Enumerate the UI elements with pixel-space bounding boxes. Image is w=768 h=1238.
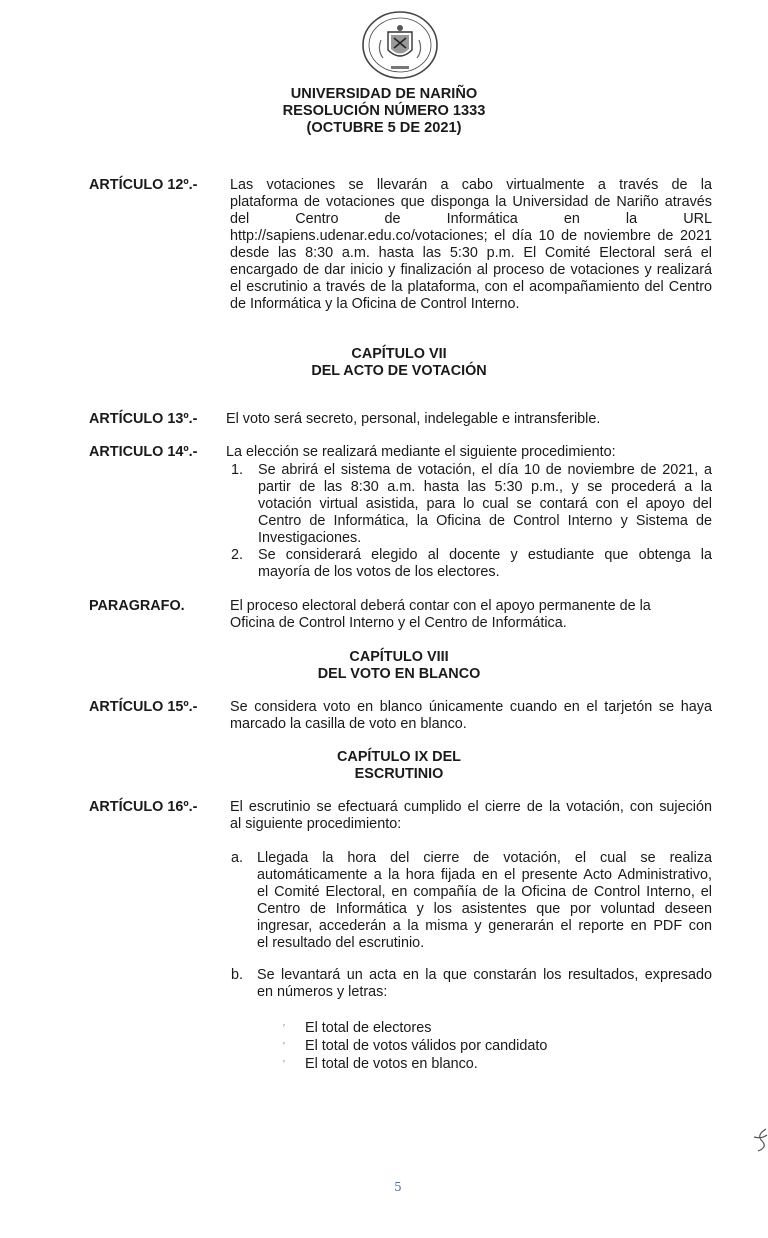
chapter-7-subtitle: DEL ACTO DE VOTACIÓN <box>311 363 487 379</box>
text-line: El escrutinio se efectuará cumplido el cierre de la votación, con sujeción <box>230 799 712 815</box>
article-14-item-1 <box>258 462 712 547</box>
resolution-date: (OCTUBRE 5 DE 2021) <box>306 120 462 136</box>
article-14-label: ARTICULO 14º.- <box>89 444 198 460</box>
text-line: automáticamente a la hora fijada en el presente Acto Administrativo, <box>257 867 712 883</box>
list-letter: a. <box>231 850 244 866</box>
text-line: Llegada la hora del cierre de votación, el cual se realiza <box>257 850 712 866</box>
article-14-item-2 <box>258 547 712 581</box>
text-line: el resultado del escrutinio. <box>257 935 425 951</box>
text-line: Centro de Informática, la Oficina de Control Interno y Sistema de <box>258 513 712 529</box>
chapter-8-title: CAPÍTULO VIII <box>349 649 449 665</box>
text-line: Se abrirá el sistema de votación, el día 10 de noviembre de 2021, a <box>258 462 712 478</box>
list-item <box>283 1038 547 1055</box>
article-16-item-b <box>257 967 712 1001</box>
article-16-label: ARTÍCULO 16º.- <box>89 799 198 815</box>
list-number: 2. <box>231 547 244 563</box>
list-letter: b. <box>231 967 244 983</box>
text-line: http://sapiens.udenar.edu.co/votaciones; el día 10 de noviembre de 2021 <box>230 228 712 244</box>
text-line: Oficina de Control Interno y el Centro de Informática. <box>230 615 567 631</box>
bullet-icon: ′ <box>283 1023 285 1034</box>
chapter-9-subtitle: ESCRUTINIO <box>354 766 444 782</box>
list-item <box>283 1020 431 1037</box>
article-13-text: El voto será secreto, personal, indelegable e intransferible. <box>226 411 601 427</box>
text-line: ingresar, accederán a la misma y generarán el reporte en PDF con <box>257 918 712 934</box>
chapter-7-title: CAPÍTULO VII <box>351 346 447 362</box>
article-14-intro: La elección se realizará mediante el siguiente procedimiento: <box>226 444 616 460</box>
article-16-intro <box>230 799 712 833</box>
article-12-label: ARTÍCULO 12º.- <box>89 177 198 193</box>
article-13-label: ARTÍCULO 13º.- <box>89 411 198 427</box>
bullet-icon: ′ <box>283 1059 285 1070</box>
article-15-text <box>230 699 712 733</box>
text-line: Investigaciones. <box>258 530 362 546</box>
chapter-9-title: CAPÍTULO IX DEL <box>337 749 461 765</box>
text-line: partir de las 8:30 a.m. hasta las 5:30 p.m., y se procederá a la <box>258 479 712 495</box>
text-line: Las votaciones se llevarán a cabo virtualmente a través de la <box>230 177 712 193</box>
article-16-item-a <box>257 850 712 952</box>
text-line: Centro de Informática y los asistentes que por voluntad deseen <box>257 901 712 917</box>
text-line: del Centro de Informática en la URL <box>230 211 712 227</box>
university-seal-logo <box>361 10 439 80</box>
text-line: votación virtual asistida, para lo cual se contará con el apoyo del <box>258 496 712 512</box>
text-line: Se considerará elegido al docente y estudiante que obtenga la <box>258 547 712 563</box>
page-number: 5 <box>394 1180 402 1194</box>
text-line: marcado la casilla de voto en blanco. <box>230 716 467 732</box>
text-line: el escrutinio a través de la plataforma, con el acompañamiento del Centro <box>230 279 712 295</box>
resolution-number: RESOLUCIÓN NÚMERO 1333 <box>282 103 486 119</box>
text-line: el Comité Electoral, en compañía de la Oficina de Control Interno, el <box>257 884 712 900</box>
text-line: plataforma de votaciones que disponga la Universidad de Nariño através <box>230 194 712 210</box>
bullet-icon: ′ <box>283 1041 285 1052</box>
bullet-text: El total de electores <box>305 1020 432 1036</box>
text-line: Se considera voto en blanco únicamente cuando en el tarjetón se haya <box>230 699 712 715</box>
text-line: desde las 8:30 a.m. hasta las 5:30 p.m. El Comité Electoral será el <box>230 245 712 261</box>
chapter-8-subtitle: DEL VOTO EN BLANCO <box>317 666 481 682</box>
text-line: El proceso electoral deberá contar con el apoyo permanente de la <box>230 598 651 614</box>
university-name: UNIVERSIDAD DE NARIÑO <box>290 86 478 102</box>
bullet-text: El total de votos válidos por candidato <box>305 1038 548 1054</box>
bullet-text: El total de votos en blanco. <box>305 1056 478 1072</box>
text-line: de Informática y la Oficina de Control Interno. <box>230 296 520 312</box>
article-15-label: ARTÍCULO 15º.- <box>89 699 198 715</box>
text-line: mayoría de los votos de los electores. <box>258 564 500 580</box>
paragrafo-label: PARAGRAFO. <box>89 598 185 614</box>
signature-mark <box>752 1125 768 1155</box>
paragrafo-text <box>230 598 716 632</box>
text-line: al siguiente procedimiento: <box>230 816 402 832</box>
text-line: en números y letras: <box>257 984 388 1000</box>
article-12-text <box>230 177 712 313</box>
list-number: 1. <box>231 462 244 478</box>
text-line: Se levantará un acta en la que constarán los resultados, expresado <box>257 967 712 983</box>
list-item <box>283 1056 478 1073</box>
text-line: encargado de dar inicio y finalización al proceso de votaciones y realizará <box>230 262 712 278</box>
